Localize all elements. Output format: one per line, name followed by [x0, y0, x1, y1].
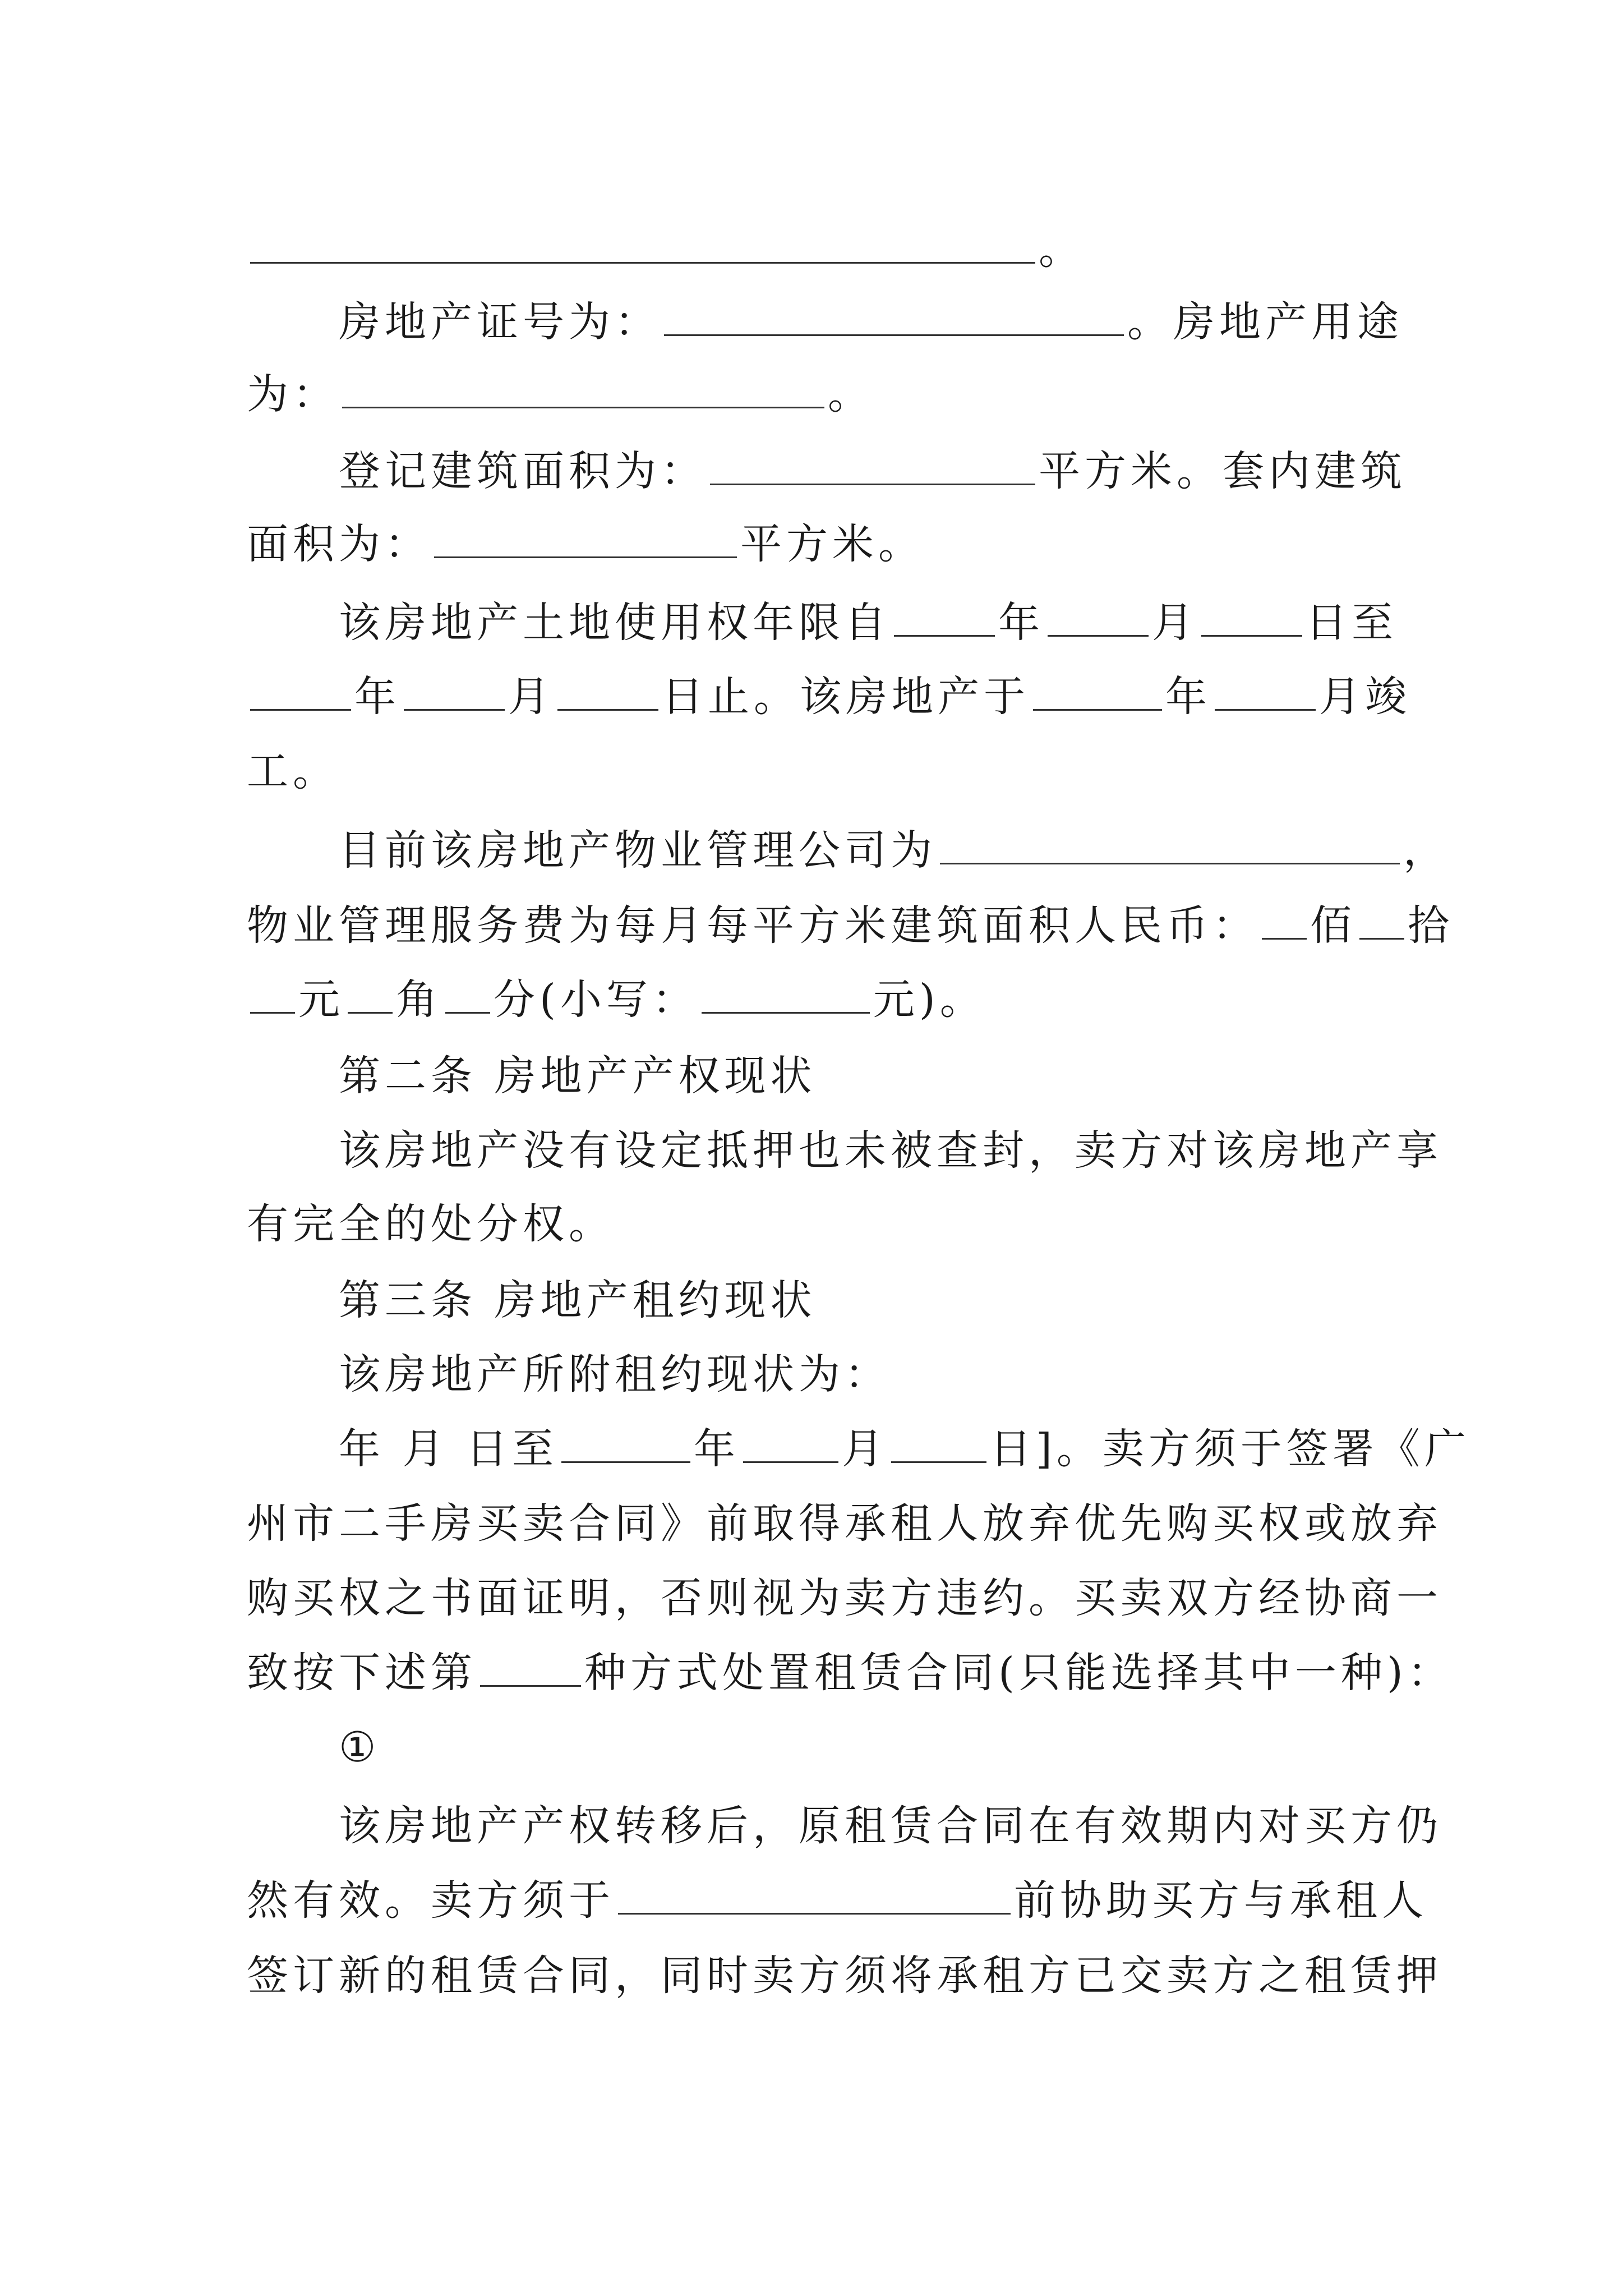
text-line [247, 898, 1454, 954]
line-text: ① [339, 1723, 381, 1772]
text-line [247, 222, 1385, 278]
line-text: 平方米。套内建筑 [1039, 447, 1407, 495]
fill-in-blank [250, 673, 351, 711]
fill-in-blank [445, 976, 490, 1014]
fill-in-blank [250, 226, 1035, 264]
line-text: 该房地产没有设定抵押也未被查封，卖方对该房地产享 [339, 1126, 1442, 1175]
text-line [247, 1872, 1428, 1929]
line-text: 月竣 [1319, 673, 1411, 721]
fill-in-blank [1215, 673, 1316, 711]
line-text: 种方式处置租赁合同(只能选择其中一种)： [584, 1649, 1454, 1697]
line-text: 。房地产用途 [1127, 298, 1403, 346]
fill-in-blank [743, 1425, 838, 1463]
fill-in-blank [618, 1877, 1011, 1915]
line-text: 角 [396, 976, 442, 1024]
text-line [247, 1948, 1442, 2004]
line-text: ， [1403, 826, 1449, 875]
line-text: 然有效。卖方须于 [247, 1876, 615, 1925]
line-text: 有完全的处分权。 [247, 1200, 615, 1248]
line-text: 日至 [1306, 599, 1398, 647]
line-text: 佰 [1310, 901, 1356, 950]
text-line [339, 1346, 1385, 1402]
fill-in-blank [1262, 902, 1307, 940]
text-line [247, 972, 1385, 1028]
fill-in-blank [561, 1425, 690, 1463]
line-text: 拾 [1408, 901, 1454, 950]
line-text: 该房地产所附租约现状为： [339, 1350, 891, 1398]
line-text: 年 [1165, 673, 1211, 721]
fill-in-blank [894, 599, 995, 637]
text-line [339, 822, 1449, 878]
text-line [339, 1719, 1385, 1775]
text-line [339, 1122, 1442, 1179]
line-text: 年 [694, 1425, 740, 1473]
line-text: 月 [842, 1425, 888, 1473]
line-text: 该房地产土地使用权年限自 [339, 599, 891, 647]
line-text: 工。 [247, 747, 339, 795]
line-text: 。 [828, 370, 874, 418]
fill-in-blank [404, 673, 505, 711]
line-text: 前协助买方与承租人 [1014, 1876, 1428, 1925]
line-text: 月 [1152, 599, 1198, 647]
fill-in-blank [348, 976, 393, 1014]
text-line [339, 294, 1403, 350]
fill-in-blank [434, 521, 737, 558]
line-text: 为： [247, 370, 339, 418]
line-text: 第三条 房地产租约现状 [339, 1276, 817, 1324]
line-text: 月 [508, 673, 554, 721]
fill-in-blank [480, 1649, 581, 1687]
text-line [339, 1272, 1385, 1328]
text-line [339, 443, 1407, 499]
text-line [339, 1048, 1385, 1104]
line-text: 。 [1039, 226, 1085, 274]
line-text: 元 [298, 976, 344, 1024]
line-text: 日止。该房地产于 [662, 673, 1030, 721]
fill-in-blank [1201, 599, 1302, 637]
text-line [339, 595, 1398, 651]
text-line [339, 1421, 1470, 1477]
line-text: 目前该房地产物业管理公司为 [339, 826, 937, 875]
line-text: 签订新的租赁合同，同时卖方须将承租方已交卖方之租赁押 [247, 1952, 1442, 2000]
line-text: 州市二手房买卖合同》前取得承租人放弃优先购买权或放弃 [247, 1499, 1442, 1548]
line-text: 分(小写： [494, 976, 698, 1024]
fill-in-blank [702, 976, 870, 1014]
fill-in-blank [891, 1425, 986, 1463]
line-text: 该房地产产权转移后，原租赁合同在有效期内对买方仍 [339, 1802, 1442, 1850]
text-line [247, 669, 1411, 725]
fill-in-blank [1359, 902, 1404, 940]
text-line [247, 1645, 1454, 1701]
text-line [247, 1570, 1442, 1626]
text-line [247, 743, 1385, 799]
fill-in-blank [1033, 673, 1162, 711]
text-line [247, 366, 1385, 422]
fill-in-blank [557, 673, 658, 711]
line-text: 平方米。 [740, 520, 924, 568]
line-text: 购买权之书面证明，否则视为卖方违约。买卖双方经协商一 [247, 1574, 1442, 1622]
line-text: 物业管理服务费为每月每平方米建筑面积人民币： [247, 901, 1258, 950]
fill-in-blank [342, 371, 824, 408]
line-text: 年 [354, 673, 400, 721]
line-text: 面积为： [247, 520, 431, 568]
line-text: 年 [998, 599, 1044, 647]
text-line [247, 1196, 1385, 1252]
fill-in-blank [250, 976, 295, 1014]
fill-in-blank [710, 448, 1035, 485]
line-text: 房地产证号为： [339, 298, 661, 346]
line-text: 年 月 日至 [339, 1425, 559, 1473]
line-text: 日]。卖方须于签署《广 [990, 1425, 1470, 1473]
line-text: 元)。 [873, 976, 986, 1024]
fill-in-blank [1048, 599, 1149, 637]
text-line [247, 516, 1385, 572]
fill-in-blank [664, 298, 1124, 336]
line-text: 登记建筑面积为： [339, 447, 707, 495]
line-text: 致按下述第 [247, 1649, 477, 1697]
text-line [247, 1496, 1442, 1552]
line-text: 第二条 房地产产权现状 [339, 1052, 817, 1100]
fill-in-blank [940, 827, 1400, 864]
text-line [339, 1798, 1442, 1854]
